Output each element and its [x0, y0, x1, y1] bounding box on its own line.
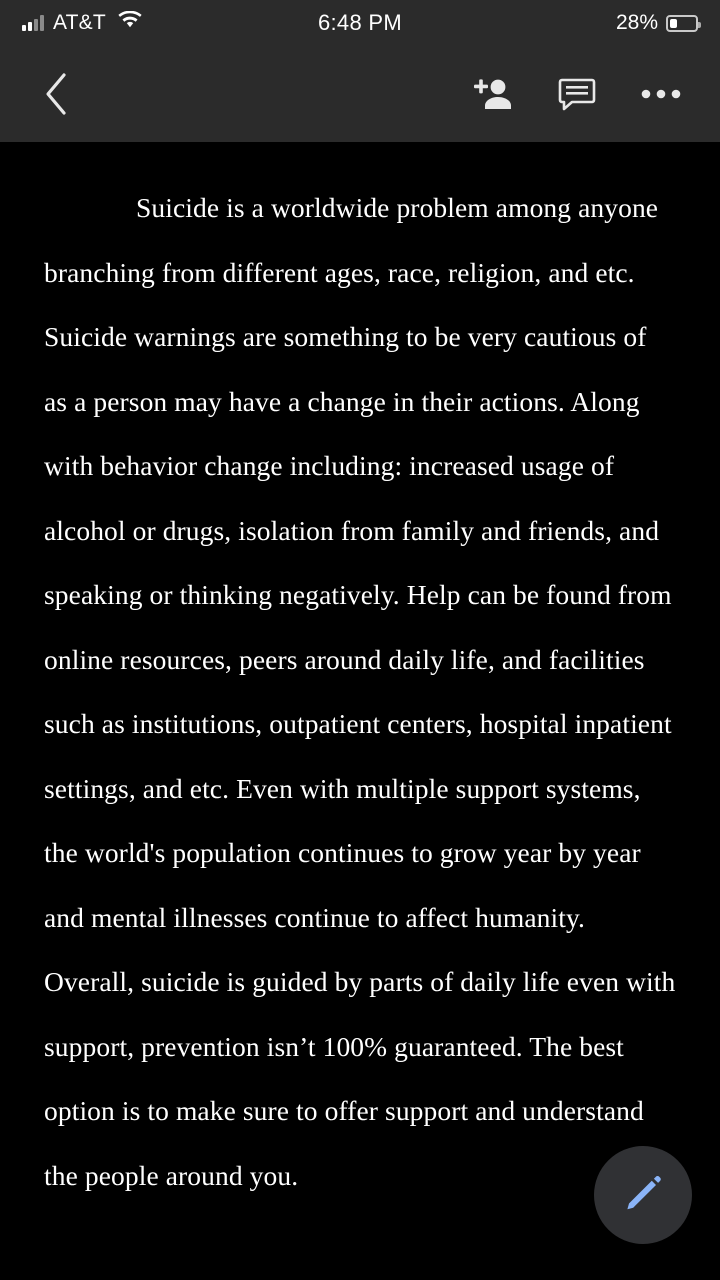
comment-icon — [558, 76, 596, 112]
comment-button[interactable] — [546, 63, 608, 125]
edit-fab-button[interactable] — [594, 1146, 692, 1244]
add-person-icon — [471, 76, 515, 112]
cellular-signal-icon — [22, 15, 44, 31]
back-arrow-icon — [42, 72, 72, 116]
app-bar — [0, 46, 720, 142]
edit-pencil-icon — [620, 1170, 666, 1221]
status-bar-right — [402, 11, 698, 35]
battery-percent-label: 28% — [615, 11, 658, 34]
status-bar — [0, 0, 720, 46]
back-button[interactable] — [26, 63, 88, 125]
app-bar-actions — [462, 63, 692, 125]
document-body[interactable] — [0, 142, 720, 1280]
more-options-button[interactable] — [630, 63, 692, 125]
clock-label: 6:48 PM — [317, 10, 403, 35]
add-person-button[interactable] — [462, 63, 524, 125]
status-bar-left — [22, 11, 318, 35]
battery-icon — [666, 15, 698, 32]
more-options-icon — [641, 88, 681, 100]
document-paragraph[interactable]: Suicide is a worldwide problem among anyone branching from different ages, race, religion, and etc. Suicide warnings are something to be very cautious of as a person may have a change in their actions. Along with behavior change including: increased usage of alcohol or drugs, isolation from family and friends, and speaking or thinking negatively. Help can be found from online resources, peers around daily life, and facilities such as institutions, outpatient centers, hospital inpatient settings, and etc. Even with multiple support systems, the world's population continues to grow year by year and mental illnesses continue to affect humanity. Overall, suicide is guided by parts of daily life even with support, prevention isn’t 100% guaranteed. The best option is to make sure to offer support and understand the people around you. — [44, 192, 676, 1191]
wifi-icon — [118, 11, 142, 35]
carrier-label: AT&T — [53, 11, 106, 34]
